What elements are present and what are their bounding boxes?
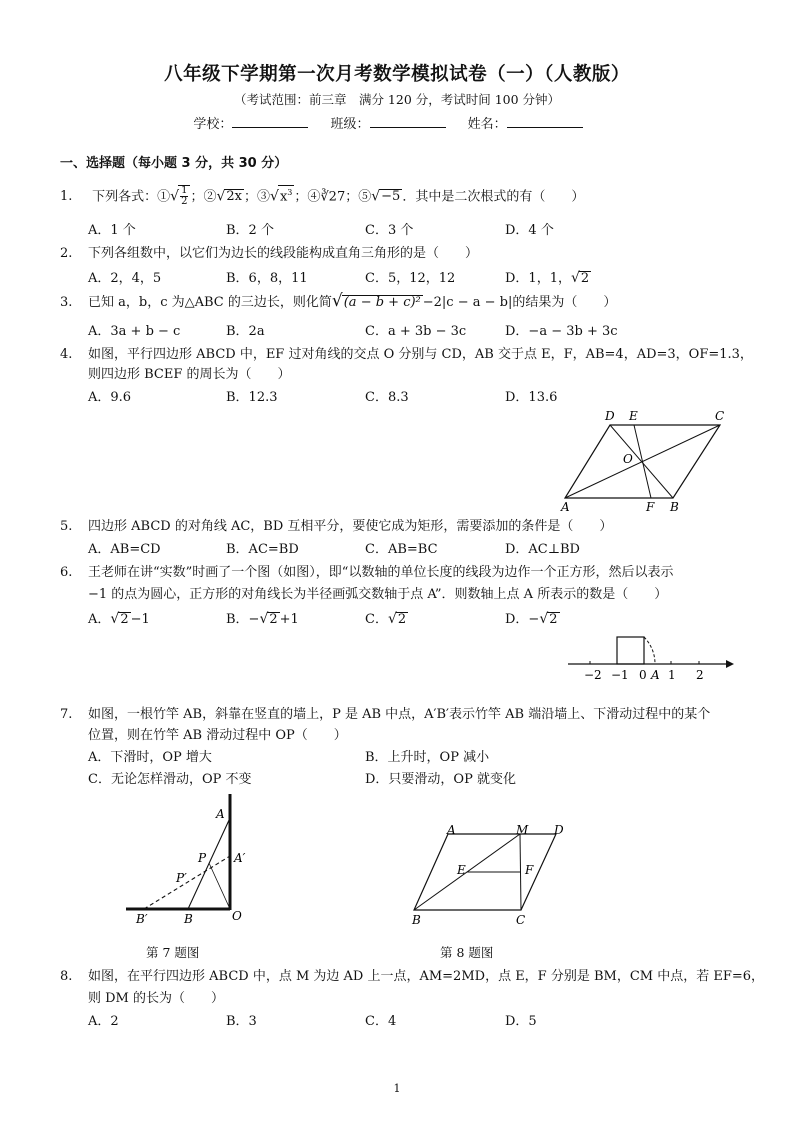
q6-option-b[interactable] <box>226 608 299 627</box>
q6-label-2: 2 <box>696 668 704 682</box>
q6-c-sqrt-icon: √ <box>387 611 397 627</box>
q6-option-d[interactable] <box>505 608 560 627</box>
q4-label-b: B <box>670 500 679 514</box>
page-title: 八年级下学期第一次月考数学模拟试卷（一）（人教版） <box>164 64 630 85</box>
q8-option-b[interactable]: B．3 <box>226 1014 257 1029</box>
q4-label-o: O <box>623 452 633 466</box>
q8-number: 8. <box>60 969 73 984</box>
class-label: 班级： <box>330 117 370 132</box>
q6-option-d-radicand: 2 <box>549 612 558 627</box>
q2-option-b[interactable]: B．6，8，11 <box>226 271 308 286</box>
q8-label-a: A <box>447 823 456 837</box>
q7-option-c[interactable]: C．无论怎样滑动，OP 不变 <box>88 772 252 787</box>
q6-option-a-label: A． <box>88 612 111 627</box>
q5-option-b[interactable]: B．AC=BD <box>226 542 299 557</box>
q3-option-c[interactable]: C．a + 3b − 3c <box>365 324 467 339</box>
q8-label-c: C <box>516 913 526 927</box>
q3-text-b: −2|c − a − b|的结果为（ ） <box>422 295 617 310</box>
q1-frac-num: 1 <box>181 185 188 197</box>
q2-text: 下列各组数中，以它们为边长的线段能构成直角三角形的是（ ） <box>88 246 479 261</box>
q5-option-d[interactable]: D．AC⊥BD <box>505 542 580 557</box>
q8-segment-cm <box>520 834 521 910</box>
q6-label-1: 1 <box>668 668 676 682</box>
q2-sqrt-icon: √ <box>570 270 580 286</box>
q6-option-b-label: B．− <box>226 612 260 627</box>
q6-label-a: A <box>651 668 660 682</box>
q1-text-f: ．其中是二次根式的有（ ） <box>402 189 585 205</box>
q1-fraction-radicand <box>178 185 190 208</box>
q8-stem-line2: 则 DM 的长为（ ） <box>88 991 224 1006</box>
q4-parallelogram-figure <box>555 405 740 515</box>
q7-label-a: A <box>216 807 225 821</box>
q4-segment-ef <box>634 425 651 498</box>
q6-label-m1: −1 <box>611 668 629 682</box>
q1-sqrt2-icon: √ <box>216 188 226 205</box>
q6-option-c[interactable] <box>365 608 408 627</box>
q1-text-d: ；④ <box>294 189 321 205</box>
q7-label-p-prime: P′ <box>176 871 187 885</box>
q4-number: 4. <box>60 347 73 362</box>
q1-cube-root: ∛27 <box>320 189 346 205</box>
q6-stem-line2: −1 的点为圆心，正方形的对角线长为半径画弧交数轴于点 A”．则数轴上点 A 所表示的数是（ ） <box>88 587 668 602</box>
q2-option-d[interactable] <box>505 267 591 286</box>
q5-option-c[interactable]: C．AB=BC <box>365 542 438 557</box>
q8-option-d[interactable]: D．5 <box>505 1014 537 1029</box>
q7-number: 7. <box>60 707 73 722</box>
q3-sqrt-icon: √ <box>331 291 343 311</box>
q6-axis-arrow-icon <box>726 660 734 668</box>
q4-label-c: C <box>715 409 725 423</box>
q8-label-e: E <box>457 863 466 877</box>
q8-label-d: D <box>554 823 564 837</box>
q6-text-1: 王老师在讲“实数”时画了一个图（如图），即“以数轴的单位长度的线段为边作一个正方形，然后以表示 <box>88 565 674 580</box>
q6-option-d-label: D．− <box>505 612 540 627</box>
q2-option-d-radicand: 2 <box>580 271 590 286</box>
q8-text-1: 如图，在平行四边形 ABCD 中，点 M 为边 AD 上一点，AM=2MD，点 E，F 分别是 BM，CM 中点，若 EF=6， <box>88 969 765 984</box>
q6-unit-square <box>617 637 644 664</box>
q7-label-a-prime: A′ <box>234 851 246 865</box>
q1-sqrt5-icon: √ <box>371 188 381 205</box>
q6-number-line-figure <box>562 628 734 684</box>
q7-label-b-prime: B′ <box>136 912 148 926</box>
q7-option-b[interactable]: B．上升时，OP 减小 <box>365 750 490 765</box>
q3-option-a[interactable]: A．3a + b − c <box>88 324 181 339</box>
q5-option-a[interactable]: A．AB=CD <box>88 542 161 557</box>
q5-text: 四边形 ABCD 的对角线 AC，BD 互相平分，要使它成为矩形，需要添加的条件是（ ） <box>88 519 613 534</box>
page-number: 1 <box>393 1082 401 1095</box>
q2-option-d-text: D．1，1， <box>505 271 571 286</box>
q7-label-p: P <box>198 851 207 865</box>
q4-option-c[interactable]: C．8.3 <box>365 390 409 405</box>
q6-option-a[interactable] <box>88 608 150 627</box>
q6-number: 6. <box>60 565 73 580</box>
q8-option-a[interactable]: A．2 <box>88 1014 119 1029</box>
q1-option-c[interactable]: C．3 个 <box>365 223 414 238</box>
q3-option-d[interactable]: D．−a − 3b + 3c <box>505 324 618 339</box>
q2-option-c[interactable]: C．5，12，12 <box>365 271 456 286</box>
q6-option-a-tail: −1 <box>130 612 150 627</box>
q7-label-o: O <box>232 909 242 923</box>
q4-diagonal-bd <box>610 425 673 498</box>
q6-arc <box>644 637 655 664</box>
section-choice-title: 一、选择题（每小题 3 分，共 30 分） <box>60 156 288 171</box>
q7-ladder-figure <box>118 790 258 930</box>
q8-option-c[interactable]: C．4 <box>365 1014 397 1029</box>
q3-text-a: 已知 a，b，c 为△ABC 的三边长，则化简 <box>88 295 332 310</box>
q1-radicand-2: 2x <box>226 189 242 205</box>
q2-number: 2. <box>60 246 73 261</box>
q6-a-sqrt-icon: √ <box>110 611 120 627</box>
q1-option-a[interactable]: A．1 个 <box>88 223 136 238</box>
q6-option-b-radicand: 2 <box>269 612 278 627</box>
q5-number: 5. <box>60 519 73 534</box>
q8-figure-caption: 第 8 题图 <box>440 945 494 960</box>
q6-b-sqrt-icon: √ <box>259 611 269 627</box>
q7-text-1: 如图，一根竹竿 AB，斜靠在竖直的墙上，P 是 AB 中点，A′B′表示竹竿 AB 端沿墙上、下滑动过程中的某个 <box>88 707 711 722</box>
q6-option-a-radicand: 2 <box>120 612 129 627</box>
name-blank[interactable] <box>507 116 583 128</box>
q3-radicand: (a − b + c)² <box>343 295 421 310</box>
q1-radicand-5: −5 <box>381 189 401 205</box>
q7-stem-line2: 位置，则在竹竿 AB 滑动过程中 OP（ ） <box>88 728 347 743</box>
q5-stem <box>60 515 612 534</box>
q7-figure-caption: 第 7 题图 <box>146 945 200 960</box>
q7-option-d[interactable]: D．只要滑动，OP 就变化 <box>365 772 516 787</box>
q4-label-e: E <box>629 409 638 423</box>
q4-label-a: A <box>561 500 570 514</box>
q7-stem-line1 <box>60 703 710 722</box>
q1-option-d[interactable]: D．4 个 <box>505 223 554 238</box>
q1-option-b[interactable]: B．2 个 <box>226 223 274 238</box>
q6-option-c-label: C． <box>365 612 388 627</box>
q7-pole-a2b2 <box>144 856 230 909</box>
q4-stem-line1 <box>60 343 753 362</box>
class-blank[interactable] <box>370 116 446 128</box>
q4-label-f: F <box>646 500 655 514</box>
q7-label-b: B <box>184 912 193 926</box>
q8-label-m: M <box>516 823 529 837</box>
name-label: 姓名： <box>467 117 507 132</box>
student-info-line <box>0 113 794 132</box>
q6-label-0: 0 <box>639 668 647 682</box>
q1-sqrt3-icon: √ <box>270 188 279 205</box>
q6-option-b-tail: +1 <box>279 612 299 627</box>
q1-radicand-3: $x^3$ <box>278 185 294 204</box>
q4-text-1: 如图，平行四边形 ABCD 中，EF 过对角线的交点 O 分别与 CD，AB 交于点 E，F，AB=4，AD=3，OF=1.3， <box>88 347 753 362</box>
q1-frac-den: 2 <box>181 196 188 208</box>
q4-option-d[interactable]: D．13.6 <box>505 390 558 405</box>
q2-option-a[interactable]: A．2，4，5 <box>88 271 162 286</box>
q8-label-b: B <box>412 913 421 927</box>
exam-scope: （考试范围：前三章 满分 120 分，考试时间 100 分钟） <box>233 92 561 107</box>
q1-text-a: 下列各式：① <box>92 189 171 205</box>
q8-label-f: F <box>525 863 534 877</box>
q1-radicand-3-base: x <box>279 189 288 205</box>
q4-option-a[interactable]: A．9.6 <box>88 390 132 405</box>
q6-d-sqrt-icon: √ <box>539 611 549 627</box>
q4-option-b[interactable]: B．12.3 <box>226 390 278 405</box>
q1-text-b: ；② <box>190 189 217 205</box>
q7-segment-op <box>209 863 230 909</box>
q1-stem <box>60 185 584 208</box>
q8-parallelogram-figure <box>408 820 583 930</box>
q1-text-c: ；③ <box>244 189 271 205</box>
q3-option-b[interactable]: B．2a <box>226 324 265 339</box>
q6-label-m2: −2 <box>584 668 602 682</box>
q6-stem-line1 <box>60 561 673 580</box>
q4-label-d: D <box>605 409 615 423</box>
q6-option-c-radicand: 2 <box>397 612 407 627</box>
q1-text-e: ；⑤ <box>345 189 372 205</box>
q1-sqrt-icon: √ <box>170 188 180 205</box>
q7-option-a[interactable]: A．下滑时，OP 增大 <box>88 750 212 765</box>
school-blank[interactable] <box>232 116 308 128</box>
q2-stem <box>60 242 478 261</box>
q4-stem-line2: 则四边形 BCEF 的周长为（ ） <box>88 367 291 382</box>
q1-number: 1. <box>60 189 73 205</box>
q3-stem <box>60 291 616 311</box>
q3-number: 3. <box>60 295 73 310</box>
q8-stem-line1 <box>60 965 764 984</box>
school-label: 学校： <box>193 117 233 132</box>
